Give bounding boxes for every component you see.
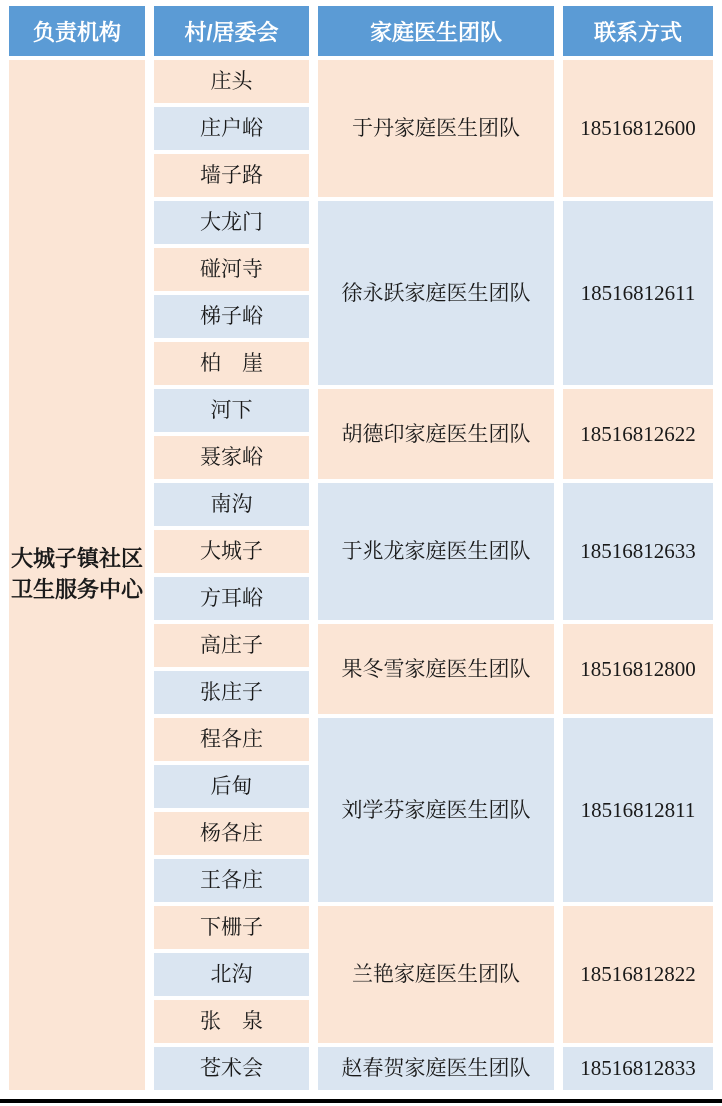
village-cell: 张 泉 [154, 1000, 309, 1043]
village-cell: 梯子峪 [154, 295, 309, 338]
phone-cell: 18516812833 [563, 1047, 713, 1090]
phone-cell: 18516812611 [563, 201, 713, 385]
team-cell: 果冬雪家庭医生团队 [318, 624, 554, 714]
institution-cell [9, 60, 145, 1090]
village-cell: 苍术会 [154, 1047, 309, 1090]
village-cell: 北沟 [154, 953, 309, 996]
village-cell: 南沟 [154, 483, 309, 526]
village-cell: 后甸 [154, 765, 309, 808]
table-row [9, 60, 713, 103]
phone-cell: 18516812800 [563, 624, 713, 714]
village-cell: 大龙门 [154, 201, 309, 244]
team-cell: 胡德印家庭医生团队 [318, 389, 554, 479]
header-village: 村/居委会 [154, 6, 309, 56]
village-cell: 庄头 [154, 60, 309, 103]
village-cell: 张庄子 [154, 671, 309, 714]
village-cell: 庄户峪 [154, 107, 309, 150]
village-cell: 程各庄 [154, 718, 309, 761]
table-body [9, 60, 713, 1090]
phone-cell: 18516812811 [563, 718, 713, 902]
village-cell: 下栅子 [154, 906, 309, 949]
village-cell: 高庄子 [154, 624, 309, 667]
village-cell: 柏 崖 [154, 342, 309, 385]
phone-cell: 18516812822 [563, 906, 713, 1043]
team-cell: 刘学芬家庭医生团队 [318, 718, 554, 902]
team-cell: 于丹家庭医生团队 [318, 60, 554, 197]
family-doctor-contact-table [0, 2, 722, 1094]
village-cell: 杨各庄 [154, 812, 309, 855]
village-cell: 碰河寺 [154, 248, 309, 291]
team-cell: 赵春贺家庭医生团队 [318, 1047, 554, 1090]
team-cell: 徐永跃家庭医生团队 [318, 201, 554, 385]
village-cell: 方耳峪 [154, 577, 309, 620]
institution-name-line: 大城子镇社区 [11, 546, 144, 572]
village-cell: 大城子 [154, 530, 309, 573]
bottom-border-line [0, 1099, 722, 1103]
village-cell: 墙子路 [154, 154, 309, 197]
phone-cell: 18516812600 [563, 60, 713, 197]
village-cell: 王各庄 [154, 859, 309, 902]
header-institution: 负责机构 [9, 6, 145, 56]
phone-cell: 18516812622 [563, 389, 713, 479]
table-header [9, 6, 713, 56]
village-cell: 河下 [154, 389, 309, 432]
village-cell: 聂家峪 [154, 436, 309, 479]
team-cell: 兰艳家庭医生团队 [318, 906, 554, 1043]
phone-cell: 18516812633 [563, 483, 713, 620]
header-contact: 联系方式 [563, 6, 713, 56]
header-team: 家庭医生团队 [318, 6, 554, 56]
team-cell: 于兆龙家庭医生团队 [318, 483, 554, 620]
institution-name-line: 卫生服务中心 [11, 577, 144, 602]
